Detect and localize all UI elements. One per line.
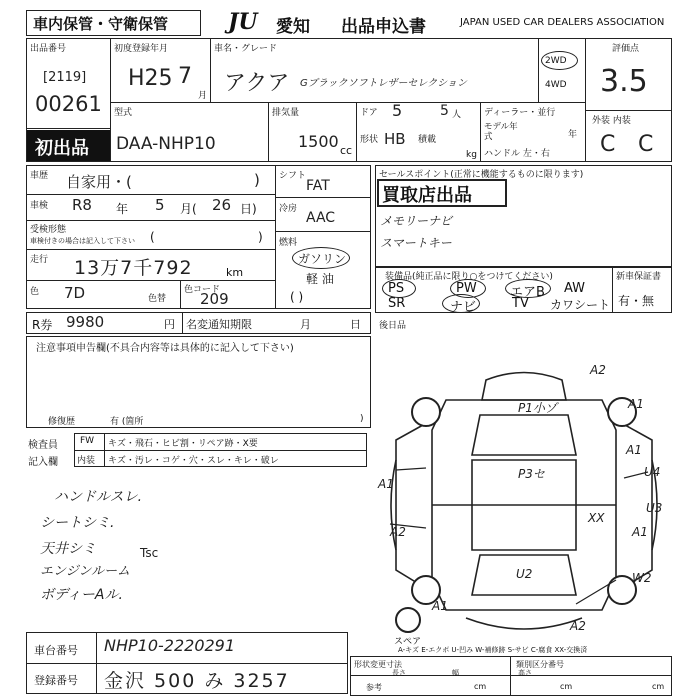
transfer-deadline-label: 名変通知期限	[186, 318, 252, 331]
color-code-value: 209	[200, 290, 229, 308]
accept-form-close: )	[258, 230, 263, 244]
equip-aw: AW	[564, 281, 586, 296]
lot-bracket: [2119]	[43, 70, 87, 85]
exterior-grade: C	[600, 132, 616, 157]
chassis-value: NHP10-2220291	[104, 636, 236, 655]
mileage-label: 走行	[30, 255, 49, 265]
inspection-era: R8	[72, 196, 92, 214]
car-name-label: 車名・グレード	[214, 44, 278, 54]
sales-point-item-1: メモリーナビ	[380, 214, 453, 228]
load-unit: kg	[466, 150, 477, 160]
dims-height-label: 高さ	[518, 669, 532, 677]
mark-left-bottom: A1	[432, 599, 448, 613]
transfer-day-unit: 日	[350, 318, 361, 331]
lot-number: 00261	[35, 92, 102, 116]
equip-power-seat: カワシート	[550, 298, 611, 312]
usage-value: 自家用・(	[66, 173, 132, 191]
first-registration-month: 7	[178, 64, 192, 89]
fuel-label: 燃料	[279, 238, 298, 248]
inspector-label-1: 検査員	[28, 440, 58, 451]
displacement-label: 排気量	[272, 108, 300, 118]
mileage-value: 13万7千792	[74, 257, 193, 279]
fuel-other: ( )	[290, 290, 304, 304]
inspection-label: 車検	[30, 201, 49, 211]
displacement-unit: cc	[340, 144, 353, 157]
new-warranty-label: 新車保証書	[616, 272, 662, 282]
load-label: 積載	[418, 135, 437, 145]
dims-ref-label: 参考	[366, 683, 382, 692]
ac-label: 冷房	[279, 204, 298, 214]
inspector-label-2: 記入欄	[28, 457, 58, 468]
model-code-label: 型式	[114, 108, 133, 118]
shift-value: FAT	[306, 178, 330, 194]
notes-label: 注意事項申告欄(不具合内容等は具体的に記入して下さい)	[36, 343, 294, 354]
equip-pw: PW	[456, 281, 477, 296]
sales-point-label: セールスポイント(正常に機能するものに限ります)	[379, 170, 584, 180]
diagram-spare-label: スペア	[394, 637, 422, 647]
dims-length-label: 長さ	[392, 669, 406, 677]
drive-2wd-circle	[541, 51, 578, 70]
first-registration-month-unit: 月	[198, 91, 208, 101]
fuel-gasoline-circle	[292, 247, 350, 269]
equipment-label: 装備品(純正品に限り○をつけてください)	[385, 272, 553, 282]
handle-label: ハンドル 左・右	[484, 149, 550, 159]
inspection-month-unit: 月(	[180, 202, 197, 216]
plate-label: 登録番号	[34, 674, 78, 687]
first-listing-badge	[27, 130, 110, 161]
remark-1: ハンドルスレ.	[54, 489, 143, 505]
remark-4: エンジンルーム	[40, 564, 131, 579]
inspector-interior-tag: 内装	[77, 456, 96, 466]
association-name: JAPAN USED CAR DEALERS ASSOCIATION	[460, 17, 665, 28]
first-registration-era: H25	[128, 66, 173, 91]
dims-cm-1: cm	[474, 682, 487, 691]
inspection-day: 26	[212, 196, 232, 214]
equip-ps: PS	[388, 281, 405, 296]
model-year-label: モデル年式	[484, 122, 518, 142]
ext-int-label: 外装 内装	[592, 116, 631, 126]
remark-5: ボディーAル.	[40, 587, 123, 603]
org-name: 愛知	[276, 17, 310, 37]
inspection-day-unit: 日)	[240, 202, 257, 216]
dims-cm-2: cm	[560, 682, 573, 691]
mark-front-top: A2	[590, 363, 606, 377]
mark-roof: P3セ	[518, 467, 545, 481]
buyback-stamp-text: 買取店出品	[382, 185, 472, 206]
chassis-label: 車台番号	[34, 644, 78, 657]
equip-sr: SR	[388, 296, 406, 311]
shape-label: 形状	[360, 135, 379, 145]
sales-point-item-2: スマートキー	[380, 236, 452, 250]
equip-navi: ナビ	[450, 300, 477, 315]
accept-form-open: (	[150, 230, 155, 244]
equip-airbag-circle	[505, 279, 551, 298]
car-name: アクア	[224, 71, 290, 96]
mark-trunk: U2	[516, 567, 533, 581]
drive-2wd: 2WD	[545, 56, 567, 66]
model-year-unit: 年	[568, 130, 578, 140]
repair-history-close: )	[360, 414, 364, 424]
ju-logo	[228, 10, 272, 34]
shift-label: シフト	[279, 171, 307, 181]
dealer-label: ディーラー・並行	[484, 108, 556, 118]
fuel-gasoline: ガソリン	[298, 252, 347, 266]
doors-value: 5	[392, 101, 403, 120]
damage-legend: A-キズ E-エクボ U-凹み W-補修跡 S-サビ C-腐食 XX-交換済	[398, 646, 588, 654]
displacement-value: 1500	[298, 132, 339, 151]
recycle-unit: 円	[164, 318, 175, 331]
mark-rear-bottom: A2	[570, 619, 586, 633]
repair-history-label: 修復歴	[48, 417, 76, 427]
color-code-label: 色コード	[184, 285, 221, 295]
ju-logo-text: JU	[228, 9, 258, 35]
inspector-fw-text: キズ・飛石・ヒビ割・リペア跡・X要	[108, 439, 258, 449]
mark-rear-right: W2	[632, 571, 652, 585]
accept-form-label: 受検形態	[30, 225, 67, 235]
seats-value: 5	[440, 103, 449, 119]
recycle-value: 9980	[66, 313, 105, 331]
mark-right-side-low: U3	[646, 501, 663, 515]
usage-close: )	[254, 171, 260, 189]
dims-width-label: 幅	[452, 669, 459, 677]
recycle-label: R券	[32, 318, 53, 332]
equip-navi-circle	[442, 294, 480, 313]
first-listing-text: 初出品	[35, 138, 89, 159]
drive-4wd: 4WD	[545, 80, 567, 90]
model-code-value: DAA-NHP10	[116, 134, 216, 154]
mileage-unit: km	[226, 266, 244, 279]
equip-ps-circle	[382, 279, 416, 298]
mark-right-quarter: A1	[632, 525, 648, 539]
dims-cm-3: cm	[652, 682, 665, 691]
form-title: 出品申込書	[341, 17, 426, 37]
mark-front-right: A1	[628, 397, 644, 411]
car-grade: Gブラックソフトレザーセレクション	[300, 78, 467, 89]
car-damage-diagram	[376, 360, 672, 650]
seats-unit: 人	[452, 110, 462, 120]
equipment-grid	[380, 281, 611, 315]
transfer-month-unit: 月	[300, 318, 311, 331]
remark-3: 天井シミ	[40, 541, 96, 557]
rating-label: 評価点	[612, 44, 640, 54]
first-registration-label: 初度登録年月	[114, 44, 169, 54]
mark-right-door: U4	[644, 465, 661, 479]
equip-tv: TV	[512, 296, 529, 311]
later-items-label: 後日品	[379, 321, 407, 331]
mark-hood: P1小ゾ	[518, 401, 557, 415]
remark-side: Tsc	[140, 546, 159, 560]
repair-history-value: 有 (箇所	[110, 417, 144, 427]
dims-label: 形状変更寸法	[354, 660, 402, 669]
inspection-month: 5	[155, 196, 165, 214]
mark-right-rear-door: XX	[588, 511, 605, 525]
color-value: 7D	[64, 284, 86, 302]
ac-value: AAC	[306, 210, 336, 226]
new-warranty-value: 有・無	[618, 294, 655, 308]
remark-2: シートシミ.	[40, 515, 115, 531]
inspector-fw-tag: FW	[80, 436, 95, 446]
shape-value: HB	[384, 130, 406, 148]
rating-value: 3.5	[600, 64, 648, 99]
color-label: 色	[30, 287, 40, 297]
inspection-year-unit: 年	[116, 202, 129, 216]
equip-airbag: エアB	[510, 285, 545, 300]
fuel-diesel: 軽 油	[306, 272, 334, 286]
accept-form-sub: 車検付きの場合は記入して下さい	[30, 237, 135, 245]
inspector-interior-text: キズ・汚レ・コゲ・穴・スレ・キレ・破レ	[108, 456, 279, 466]
class-label: 類別区分番号	[516, 660, 564, 669]
mark-left-door: A1	[378, 477, 394, 491]
storage-tag: 車内保管・守衛保管	[33, 15, 169, 33]
color-change-label: 色替	[148, 294, 167, 304]
usage-label: 車歴	[30, 171, 49, 181]
interior-grade: C	[638, 132, 654, 157]
lot-number-label: 出品番号	[30, 44, 67, 54]
mark-right-fender: A1	[626, 443, 642, 457]
plate-value: 金沢 500 み 3257	[104, 670, 290, 692]
mark-left-rear: A2	[390, 525, 406, 539]
doors-label: ドア	[360, 108, 378, 118]
